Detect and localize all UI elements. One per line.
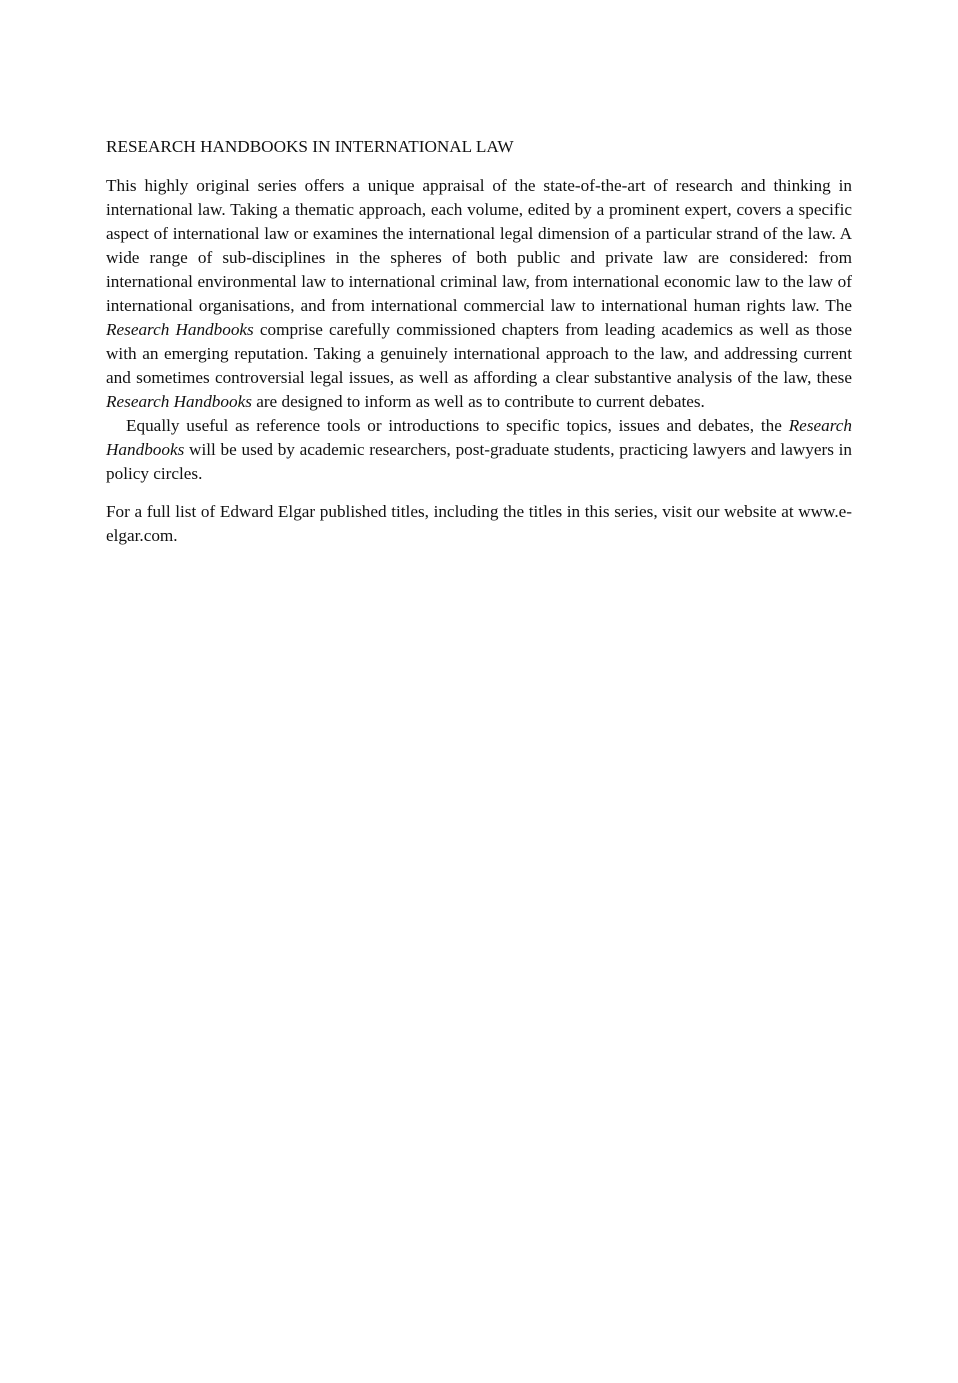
page-content [106,135,852,548]
series-description-paragraph [106,174,852,414]
usage-italic-title: Research Handbooks [106,416,852,459]
description-text-2: comprise carefully commissioned chapters from leading academics as well as those with an emerging reputation. Taking a genuinely international approach to the law, and addressing current and sometimes controversial legal issues, as well as affording a clear substantive analysis of the law, these [106,320,852,387]
description-text-1: This highly original series offers a unique appraisal of the state-of-the-art of research and thinking in international law. Taking a thematic approach, each volume, edited by a prominent expert, covers a specific aspect of international law or examines the international legal dimension of a particular strand of the law. A wide range of sub-disciplines in the spheres of both public and private law are considered: from international environmental law to international criminal law, from international economic law to the law of international organisations, and from international commercial law to international human rights law. The [106,176,852,315]
description-italic-title-2: Research Handbooks [106,392,252,411]
usage-text-1: Equally useful as reference tools or introductions to specific topics, issues and debates, the [126,416,789,435]
publisher-list-paragraph: For a full list of Edward Elgar published titles, including the titles in this series, visit our website at www.e-elgar.com. [106,502,852,545]
usage-paragraph [106,414,852,486]
series-heading: RESEARCH HANDBOOKS IN INTERNATIONAL LAW [106,137,514,156]
description-italic-title-1: Research Handbooks [106,320,254,339]
usage-text-2: will be used by academic researchers, post-graduate students, practicing lawyers and lawyers in policy circles. [106,440,852,483]
description-text-3: are designed to inform as well as to contribute to current debates. [251,392,705,411]
